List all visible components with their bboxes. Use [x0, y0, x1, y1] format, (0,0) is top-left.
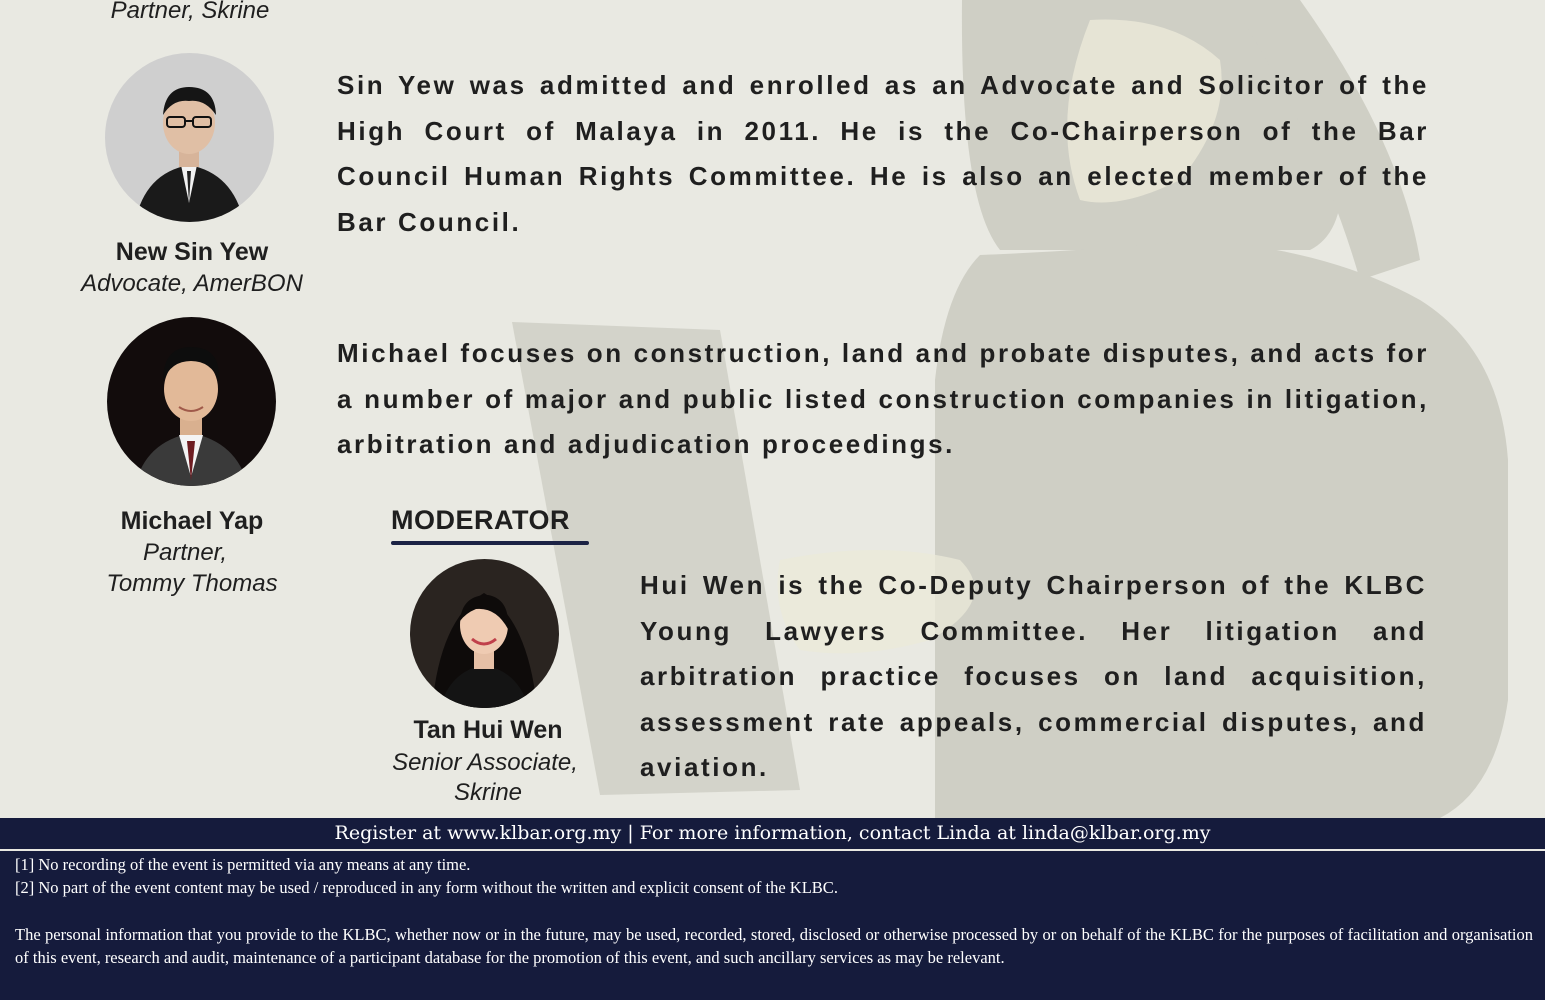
speaker-name: Michael Yap: [120, 507, 264, 535]
speaker-role-line2: Tommy Thomas: [106, 570, 278, 597]
moderator-bio: Hui Wen is the Co-Deputy Chairperson of the KLBC Young Lawyers Committee. Her litigation and arbitration practice focuses on land acquisition, assessment rate appeals, commercial disputes, and aviation.: [640, 570, 1427, 782]
speaker-role: Advocate, AmerBON: [81, 270, 303, 297]
previous-speaker-role: Partner, Skrine: [110, 0, 270, 24]
privacy-notice: The personal information that you provide to the KLBC, whether now or in the future, may be used, recorded, stored, disclosed or otherwise processed by or on behalf of the KLBC for the purposes of facilitation and organisation of this event, research and audit, maintenance of a participant database for the promotion of this event, and such ancillary services as may be relevant.: [15, 925, 1533, 967]
moderator-photo-tan-hui-wen: [410, 559, 559, 708]
registration-info: Register at www.klbar.org.my | For more information, contact Linda at linda@klbar.org.my: [334, 822, 1211, 844]
speaker-role-line1: Partner,: [142, 539, 228, 566]
speaker-name: New Sin Yew: [115, 238, 269, 266]
moderator-role-line1: Senior Associate,: [392, 749, 578, 776]
person-portrait-icon: [105, 53, 274, 222]
person-portrait-icon: [107, 317, 276, 486]
person-portrait-icon: [410, 559, 559, 708]
moderator-heading: MODERATOR: [391, 505, 570, 535]
speaker-bio: Michael focuses on construction, land and probate disputes, and acts for a number of major and public listed construction companies in litigation, arbitration and adjudication proceedings.: [337, 338, 1429, 459]
moderator-role-line2: Skrine: [453, 779, 523, 806]
speaker-photo-michael-yap: [107, 317, 276, 486]
moderator-name: Tan Hui Wen: [413, 716, 563, 744]
footnote-1: [1] No recording of the event is permitted via any means at any time.: [15, 855, 471, 874]
footnote-2: [2] No part of the event content may be used / reproduced in any form without the written and explicit consent of the KLBC.: [15, 878, 838, 897]
speaker-bio: Sin Yew was admitted and enrolled as an Advocate and Solicitor of the High Court of Malaya in 2011. He is the Co-Chairperson of the Bar Council Human Rights Committee. He is also an elected member of the Bar Council.: [337, 70, 1429, 237]
speaker-photo-new-sin-yew: [105, 53, 274, 222]
footer-divider: [0, 849, 1545, 851]
moderator-underline: [391, 541, 589, 545]
